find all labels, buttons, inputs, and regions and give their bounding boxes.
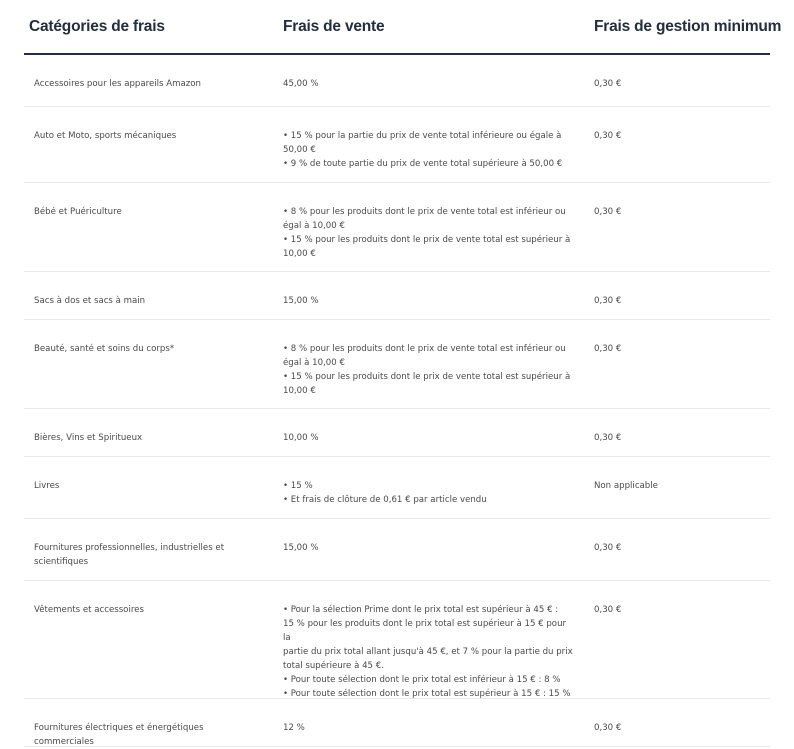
fee-line: partie du prix total allant jusqu'à 45 €, et 7 % pour la partie du prix — [283, 647, 573, 657]
fee-line: 15 % pour les produits dont le prix total est supérieur à 15 € pour la — [283, 619, 567, 643]
fee-line: • Pour la sélection Prime dont le prix total est supérieur à 45 € : — [283, 605, 559, 615]
fee-line: • 15 % — [283, 481, 313, 491]
header-category: Catégories de frais — [29, 18, 165, 35]
category-cell: Vêtements et accessoires — [34, 605, 144, 615]
fee-cell — [283, 205, 575, 261]
minimum-cell: 0,30 € — [594, 207, 622, 217]
fee-line: 15,00 % — [283, 296, 319, 306]
fee-cell — [283, 129, 575, 171]
category-cell: Sacs à dos et sacs à main — [34, 296, 146, 306]
minimum-cell: 0,30 € — [594, 131, 622, 141]
fee-line: 10,00 % — [283, 433, 319, 443]
category-cell: Beauté, santé et soins du corps* — [34, 344, 175, 354]
fee-cell — [283, 342, 575, 398]
fee-line: • 8 % pour les produits dont le prix de vente total est inférieur ou — [283, 207, 566, 217]
fee-cell — [283, 77, 575, 91]
table-header — [24, 0, 782, 55]
fee-cell — [283, 603, 575, 701]
fee-cell — [283, 721, 575, 735]
table-row — [24, 272, 770, 320]
fee-line: 10,00 € — [283, 249, 316, 259]
table-row — [24, 320, 770, 409]
minimum-cell: 0,30 € — [594, 605, 622, 615]
fee-line: 10,00 € — [283, 386, 316, 396]
minimum-cell: 0,30 € — [594, 79, 622, 89]
fee-line: 15,00 % — [283, 543, 319, 553]
fee-line: • 8 % pour les produits dont le prix de vente total est inférieur ou — [283, 344, 566, 354]
fee-line: • Et frais de clôture de 0,61 € par article vendu — [283, 495, 487, 505]
fee-cell — [283, 431, 575, 445]
category-cell: Accessoires pour les appareils Amazon — [34, 79, 202, 89]
table-row — [24, 183, 770, 272]
fee-line: • 15 % pour les produits dont le prix de vente total est supérieur à — [283, 372, 571, 382]
fee-line: égal à 10,00 € — [283, 358, 345, 368]
table-row — [24, 581, 770, 699]
fee-line: • 15 % pour les produits dont le prix de vente total est supérieur à — [283, 235, 571, 245]
category-cell: Fournitures électriques et énergétiques commerciales — [34, 723, 204, 747]
category-cell: Auto et Moto, sports mécaniques — [34, 131, 177, 141]
table-row — [24, 457, 770, 519]
header-fee: Frais de vente — [283, 18, 385, 35]
category-cell: Bières, Vins et Spiritueux — [34, 433, 143, 443]
minimum-cell: 0,30 € — [594, 433, 622, 443]
fee-line: • Pour toute sélection dont le prix total est inférieur à 15 € : 8 % — [283, 675, 561, 685]
minimum-cell: 0,30 € — [594, 543, 622, 553]
fees-table — [24, 0, 782, 747]
minimum-cell: 0,30 € — [594, 344, 622, 354]
table-row — [24, 55, 770, 107]
category-cell: Livres — [34, 481, 60, 491]
table-row — [24, 107, 770, 183]
category-cell: Bébé et Puériculture — [34, 207, 122, 217]
minimum-cell: Non applicable — [594, 481, 658, 491]
fee-line: égal à 10,00 € — [283, 221, 345, 231]
table-row — [24, 519, 770, 581]
fee-line: total supérieure à 45 €. — [283, 661, 384, 671]
header-minimum: Frais de gestion minimum — [594, 18, 782, 35]
minimum-cell: 0,30 € — [594, 723, 622, 733]
category-cell: Fournitures professionnelles, industrielles et scientifiques — [34, 543, 225, 567]
fee-cell — [283, 541, 575, 555]
table-row — [24, 409, 770, 457]
fee-line: • 9 % de toute partie du prix de vente total supérieure à 50,00 € — [283, 159, 563, 169]
fee-cell — [283, 294, 575, 308]
fee-line: • 15 % pour la partie du prix de vente total inférieure ou égale à — [283, 131, 562, 141]
fee-line: 12 % — [283, 723, 305, 733]
fee-line: 50,00 € — [283, 145, 316, 155]
minimum-cell: 0,30 € — [594, 296, 622, 306]
fee-line: • Pour toute sélection dont le prix total est supérieur à 15 € : 15 % — [283, 689, 571, 699]
fee-line: 45,00 % — [283, 79, 319, 89]
fee-cell — [283, 479, 575, 507]
